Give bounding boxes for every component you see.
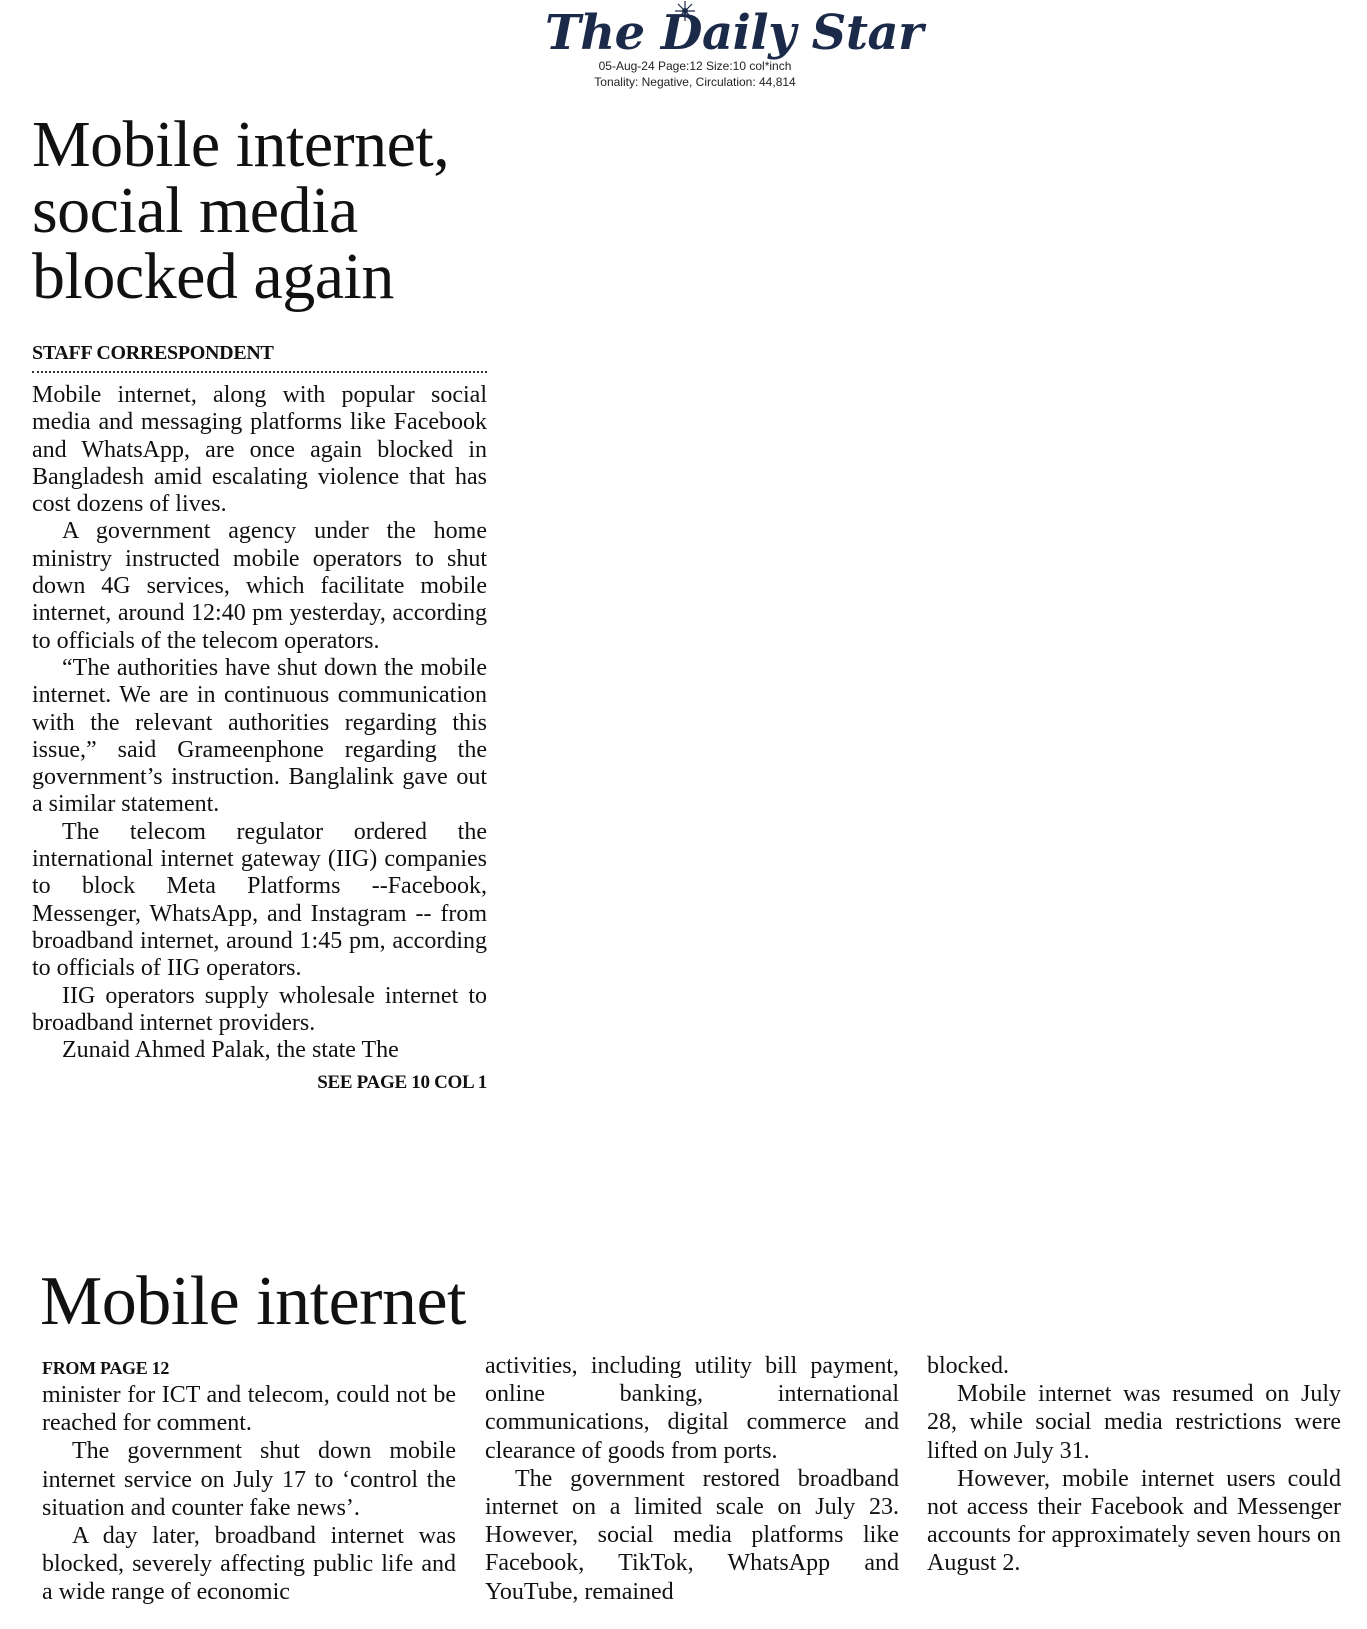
continuation-column-3 [927, 1352, 1341, 1578]
paragraph: minister for ICT and telecom, could not be reached for comment. [42, 1382, 456, 1437]
paragraph: “The authorities have shut down the mobile internet. We are in continuous communication with the relevant authorities regarding this issue,” said Grameenphone regarding the government’s instruction. Banglalink gave out a similar statement. [32, 654, 487, 818]
article-main [32, 108, 487, 1094]
continuation-column-2 [485, 1352, 899, 1606]
paragraph: Zunaid Ahmed Palak, the state The [62, 1037, 399, 1064]
continuation-headline: Mobile internet [40, 1263, 467, 1340]
paragraph: A day later, broadband internet was blocked, severely affecting public life and a wide range of economic [42, 1523, 456, 1606]
paragraph: The government shut down mobile internet service on July 17 to ‘control the situation and counter fake news’. [42, 1438, 456, 1521]
continuation-column-1 [42, 1381, 456, 1607]
headline-line: Mobile internet, [32, 108, 450, 181]
clipping-meta-tonality: Tonality: Negative, Circulation: 44,814 [594, 75, 796, 89]
paragraph: activities, including utility bill payment, online banking, international communications, digital commerce and clearance of goods from ports. [485, 1353, 899, 1464]
article-headline [32, 108, 487, 313]
clipping-meta-date-size: 05-Aug-24 Page:12 Size:10 col*inch [598, 59, 792, 73]
dotted-divider [32, 371, 487, 373]
newspaper-title: The Daily Star [545, 5, 923, 61]
paragraph: A government agency under the home ministry instructed mobile operators to shut down 4G services, which facilitate mobile internet, around 12:40 pm yesterday, according to officials of the telecom operators. [32, 518, 487, 654]
from-page-label: FROM PAGE 12 [42, 1358, 170, 1378]
paragraph: IIG operators supply wholesale internet to broadband internet providers. [32, 982, 487, 1036]
paragraph: Mobile internet, along with popular social media and messaging platforms like Facebook and WhatsApp, are once again blocked in Bangladesh amid escalating violence that has cost dozens of lives. [32, 382, 487, 518]
paragraph: However, mobile internet users could not access their Facebook and Messenger accounts for approximately seven hours on August 2. [927, 1465, 1341, 1577]
paragraph: The government restored broadband internet on a limited scale on July 23. However, social media platforms like Facebook, TikTok, WhatsApp and YouTube, remained [485, 1465, 899, 1605]
paragraph: blocked. [927, 1353, 1009, 1379]
continuation-jump: SEE PAGE 10 COL 1 [317, 1072, 487, 1094]
headline-line: blocked again [32, 240, 394, 313]
article-body [32, 382, 487, 1064]
masthead [0, 0, 1367, 100]
byline: STAFF CORRESPONDENT [32, 342, 274, 364]
paragraph: The telecom regulator ordered the international internet gateway (IIG) companies to block Meta Platforms --Facebook, Messenger, WhatsApp, and Instagram -- from broadband internet, around 1:45 pm, according to officials of IIG operators. [32, 818, 487, 982]
headline-line: social media [32, 174, 358, 247]
paragraph: Mobile internet was resumed on July 28, while social media restrictions were lifted on July 31. [927, 1381, 1341, 1464]
